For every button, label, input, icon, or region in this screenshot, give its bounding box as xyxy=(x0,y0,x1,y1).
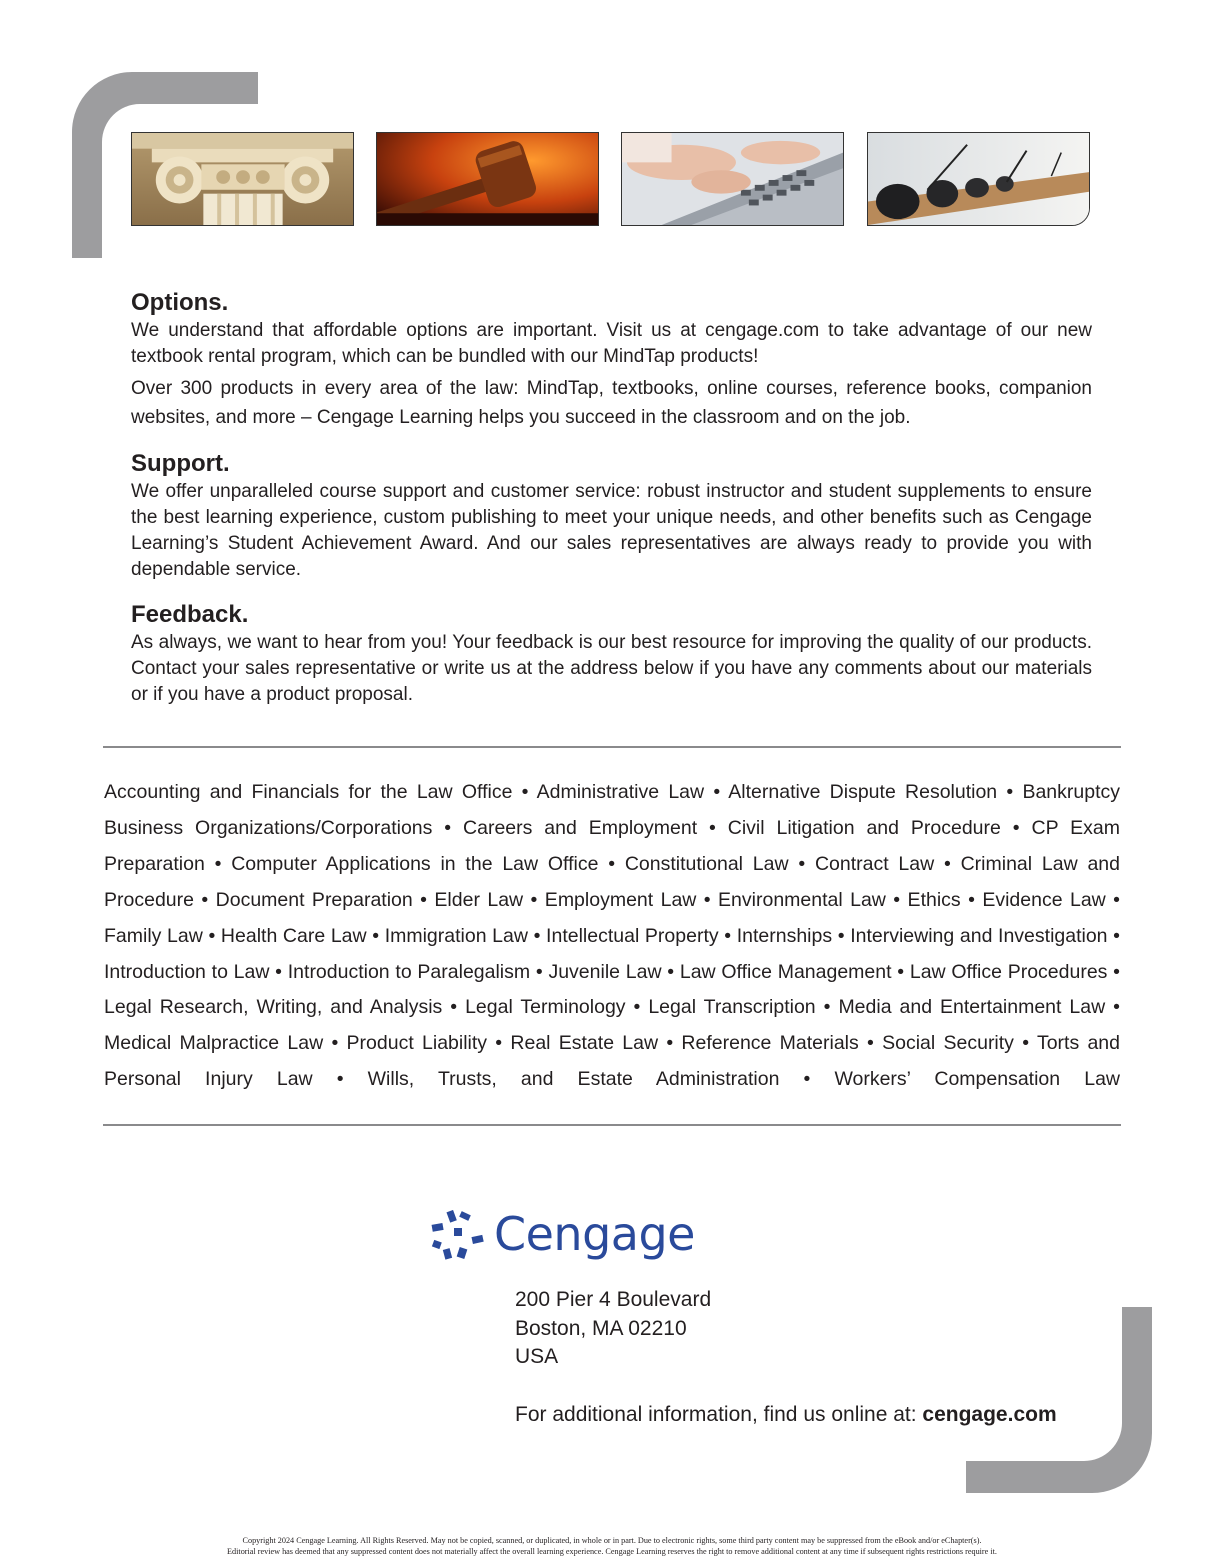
column-capital-image xyxy=(131,132,354,226)
copyright-line-2: Editorial review has deemed that any suppressed content does not materially affect the overall learning experience. Cengage Learning reserves the right to remove additional content at any time if subsequent rights restrictions require it. xyxy=(227,1547,997,1556)
options-heading: Options. xyxy=(131,289,229,316)
more-info-line xyxy=(515,1401,1057,1429)
address-line-3: USA xyxy=(515,1345,559,1368)
address-line-2: Boston, MA 02210 xyxy=(515,1316,687,1340)
copyright-line-1: Copyright 2024 Cengage Learning. All Rights Reserved. May not be copied, scanned, or duplicated, in whole or in part. Due to electronic rights, some third party content may be suppressed from the eBook and/or eChapter(s). xyxy=(242,1536,982,1545)
main-content xyxy=(131,288,1092,725)
website-link[interactable]: cengage.com xyxy=(922,1403,1057,1426)
support-section xyxy=(131,449,1092,583)
cengage-logo-mark-icon xyxy=(430,1210,486,1260)
feedback-section xyxy=(131,600,1092,708)
feedback-paragraph: As always, we want to hear from you! Your feedback is our best resource for improving the quality of our products. Contact your sales representative or write us at the address below if you have any comments about our materials or if you have a product proposal. xyxy=(131,632,1092,705)
options-section xyxy=(131,288,1092,432)
typing-keyboard-image xyxy=(621,132,844,226)
photo-strip xyxy=(131,132,1092,228)
address-block xyxy=(515,1286,711,1372)
more-info-prefix: For additional information, find us online at: xyxy=(515,1403,923,1426)
options-paragraph-1: We understand that affordable options are important. Visit us at cengage.com to take advantage of our new textbook rental program, which can be bundled with our MindTap products! xyxy=(131,320,1092,367)
support-paragraph: We offer unparalleled course support and customer service: robust instructor and student supplements to ensure the best learning experience, custom publishing to meet your unique needs, and other benefits such as Cengage Learning’s Student Achievement Award. And our sales representatives are always ready to provide you with dependable service. xyxy=(131,481,1092,580)
divider-top xyxy=(103,746,1121,748)
cengage-logo-text: Cengage xyxy=(494,1207,695,1261)
corner-bracket-bottom-right xyxy=(966,1307,1152,1493)
options-paragraph-2: Over 300 products in every area of the law: MindTap, textbooks, online courses, reference books, companion websites, and more – Cengage Learning helps you succeed in the classroom and on the job. xyxy=(131,378,1092,428)
subject-list: Accounting and Financials for the Law Office • Administrative Law • Alternative Dispute Resolution • Bankruptcy Business Organizations/Corporations • Careers and Employment • Civil Litigation and Procedure • CP Exam Preparation • Computer Applications in the Law Office • Constitutional Law • Contract Law • Criminal Law and Procedure • Document Preparation • Elder Law • Employment Law • Environmental Law • Ethics • Evidence Law • Family Law • Health Care Law • Immigration Law • Intellectual Property • Internships • Interviewing and Investigation • Introduction to Law • Introduction to Paralegalism • Juvenile Law • Law Office Management • Law Office Procedures • Legal Research, Writing, and Analysis • Legal Terminology • Legal Transcription • Media and Entertainment Law • Medical Malpractice Law • Product Liability • Real Estate Law • Reference Materials • Social Security • Torts and Personal Injury Law • Wills, Trusts, and Estate Administration • Workers’ Compensation Law xyxy=(104,781,1120,1091)
conference-microphones-image xyxy=(867,132,1090,226)
cengage-logo xyxy=(430,1206,710,1262)
gavel-image xyxy=(376,132,599,226)
support-heading: Support. xyxy=(131,450,230,477)
copyright-notice xyxy=(60,1535,1164,1557)
feedback-heading: Feedback. xyxy=(131,601,249,628)
address-line-1: 200 Pier 4 Boulevard xyxy=(515,1288,712,1311)
divider-bottom xyxy=(103,1124,1121,1126)
